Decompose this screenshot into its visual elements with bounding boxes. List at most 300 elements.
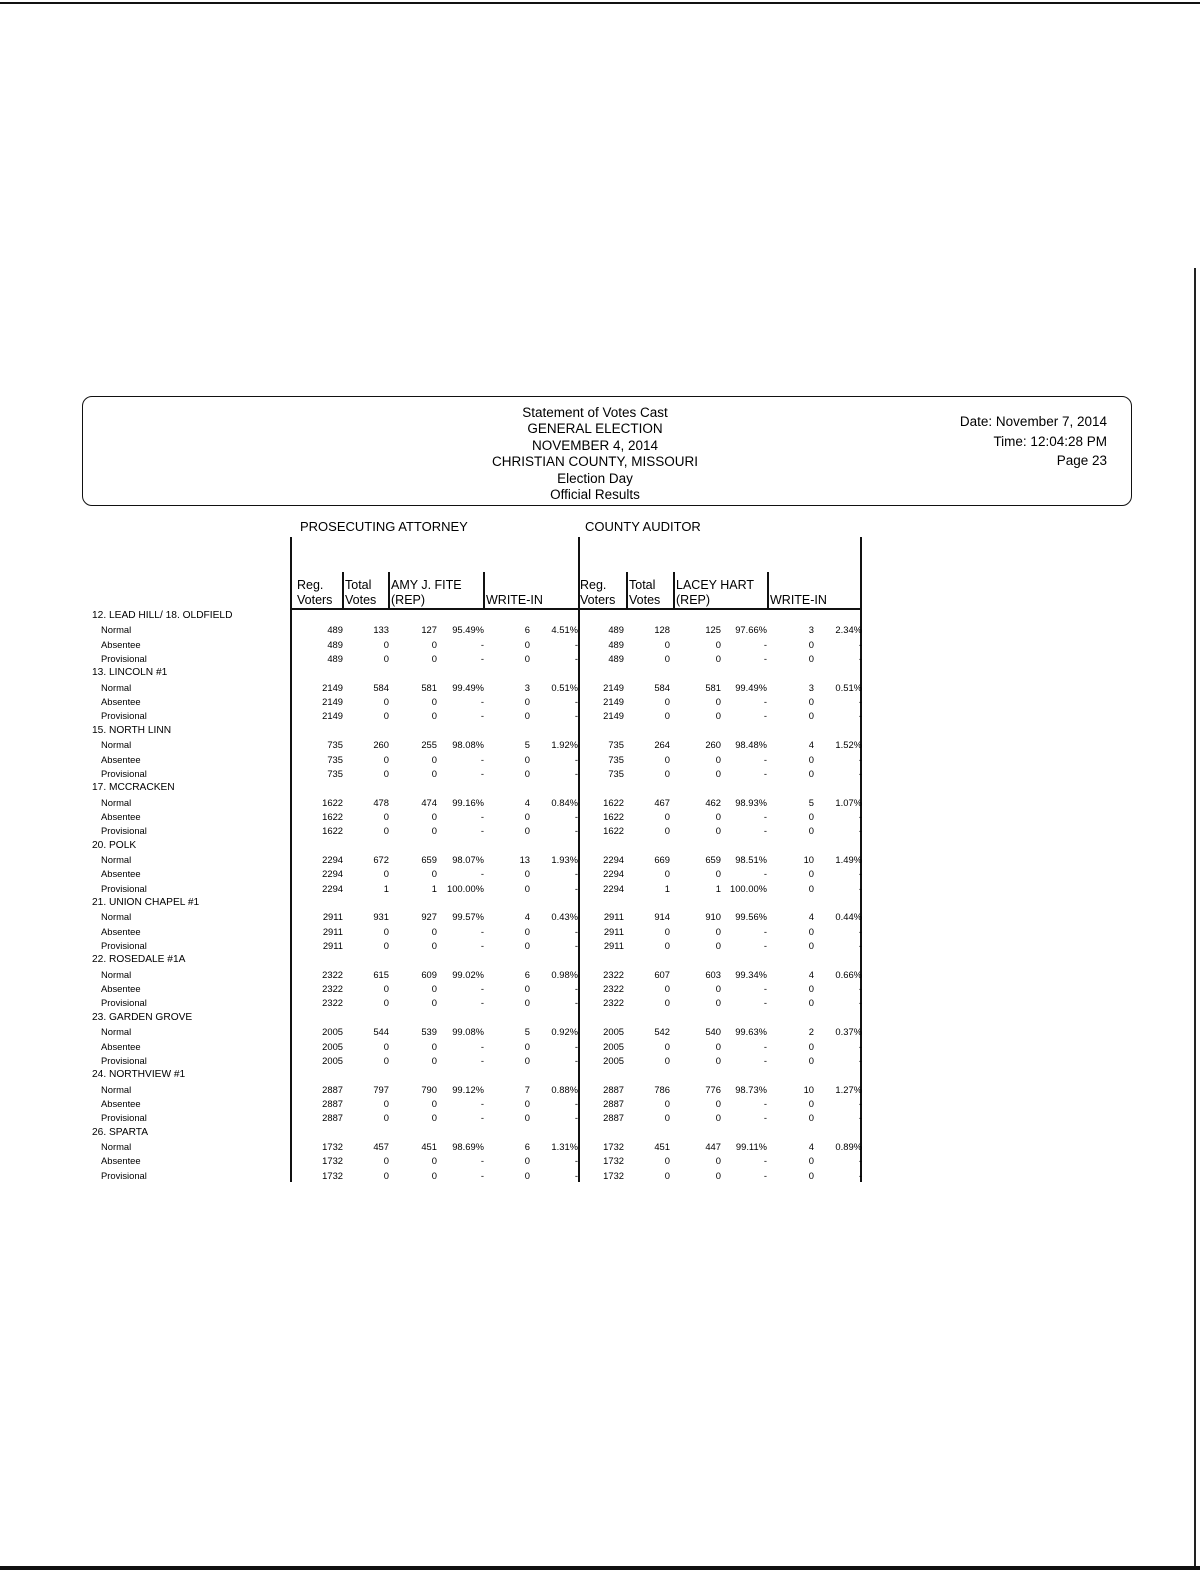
cell-write-in-pct: 1.52% bbox=[835, 739, 862, 751]
table-row bbox=[0, 996, 870, 1010]
precinct-name: 21. UNION CHAPEL #1 bbox=[92, 897, 200, 908]
cell-candidate-votes: 0 bbox=[431, 1054, 437, 1066]
column-separator bbox=[626, 572, 628, 608]
cell-total-votes: 0 bbox=[664, 1040, 670, 1052]
cell-write-in-pct: 0.51% bbox=[551, 681, 578, 693]
cell-write-in-votes: 0 bbox=[524, 1155, 530, 1167]
cell-candidate-votes: 581 bbox=[421, 681, 437, 693]
cell-candidate-pct: - bbox=[480, 825, 484, 837]
ballot-type: Normal bbox=[101, 1083, 132, 1095]
cell-write-in-pct: - bbox=[858, 1097, 862, 1109]
cell-total-votes: 467 bbox=[654, 796, 670, 808]
cell-candidate-votes: 0 bbox=[715, 1112, 721, 1124]
cell-write-in-votes: 0 bbox=[808, 940, 814, 952]
cell-write-in-pct: - bbox=[574, 1040, 578, 1052]
cell-candidate-pct: 99.34% bbox=[735, 968, 767, 980]
cell-candidate-pct: 100.00% bbox=[729, 882, 767, 894]
cell-candidate-votes: 1 bbox=[431, 882, 437, 894]
cell-candidate-votes: 0 bbox=[431, 1169, 437, 1181]
cell-total-votes: 1 bbox=[383, 882, 389, 894]
cell-total-votes: 0 bbox=[664, 810, 670, 822]
cell-reg-voters: 2887 bbox=[322, 1112, 343, 1124]
cell-reg-voters: 2887 bbox=[322, 1083, 343, 1095]
cell-reg-voters: 2149 bbox=[603, 696, 624, 708]
cell-candidate-votes: 0 bbox=[715, 810, 721, 822]
ballot-type: Absentee bbox=[101, 638, 141, 650]
table-row bbox=[0, 853, 870, 867]
column-header-total-votes: Total Votes bbox=[629, 578, 661, 607]
cell-reg-voters: 2149 bbox=[603, 710, 624, 722]
cell-write-in-pct: - bbox=[574, 925, 578, 937]
cell-reg-voters: 489 bbox=[327, 638, 343, 650]
cell-reg-voters: 2005 bbox=[322, 1026, 343, 1038]
ballot-type: Normal bbox=[101, 624, 132, 636]
cell-reg-voters: 1732 bbox=[603, 1169, 624, 1181]
cell-total-votes: 914 bbox=[654, 911, 670, 923]
cell-total-votes: 0 bbox=[664, 997, 670, 1009]
cell-reg-voters: 2322 bbox=[603, 983, 624, 995]
cell-write-in-pct: - bbox=[574, 868, 578, 880]
cell-reg-voters: 2149 bbox=[322, 710, 343, 722]
cell-candidate-votes: 0 bbox=[715, 1054, 721, 1066]
cell-reg-voters: 2294 bbox=[322, 853, 343, 865]
cell-reg-voters: 489 bbox=[327, 653, 343, 665]
cell-write-in-pct: 0.44% bbox=[835, 911, 862, 923]
cell-reg-voters: 2911 bbox=[322, 940, 343, 952]
cell-reg-voters: 1622 bbox=[322, 825, 343, 837]
cell-write-in-votes: 0 bbox=[524, 1169, 530, 1181]
cell-candidate-pct: 99.63% bbox=[735, 1026, 767, 1038]
table-row bbox=[0, 1097, 870, 1111]
cell-write-in-pct: - bbox=[574, 1169, 578, 1181]
cell-write-in-pct: 1.93% bbox=[551, 853, 578, 865]
cell-candidate-votes: 0 bbox=[431, 753, 437, 765]
cell-candidate-pct: - bbox=[763, 696, 767, 708]
cell-reg-voters: 2887 bbox=[603, 1097, 624, 1109]
table-row bbox=[0, 824, 870, 838]
cell-total-votes: 0 bbox=[664, 1112, 670, 1124]
cell-write-in-votes: 0 bbox=[524, 997, 530, 1009]
cell-reg-voters: 1622 bbox=[322, 796, 343, 808]
cell-candidate-pct: 98.48% bbox=[735, 739, 767, 751]
precinct-name: 17. MCCRACKEN bbox=[92, 782, 175, 794]
cell-write-in-votes: 0 bbox=[808, 825, 814, 837]
cell-reg-voters: 735 bbox=[327, 753, 343, 765]
cell-write-in-pct: - bbox=[574, 710, 578, 722]
cell-candidate-pct: - bbox=[480, 983, 484, 995]
ballot-type: Provisional bbox=[101, 940, 147, 952]
cell-write-in-pct: - bbox=[858, 1054, 862, 1066]
cell-write-in-votes: 0 bbox=[524, 1097, 530, 1109]
cell-total-votes: 0 bbox=[383, 710, 389, 722]
cell-total-votes: 0 bbox=[664, 940, 670, 952]
cell-write-in-pct: 0.92% bbox=[551, 1026, 578, 1038]
cell-total-votes: 457 bbox=[373, 1140, 389, 1152]
cell-write-in-votes: 0 bbox=[524, 940, 530, 952]
cell-write-in-votes: 0 bbox=[808, 1169, 814, 1181]
cell-candidate-votes: 0 bbox=[431, 767, 437, 779]
cell-reg-voters: 2322 bbox=[603, 968, 624, 980]
ballot-type: Absentee bbox=[101, 1155, 141, 1167]
cell-write-in-votes: 0 bbox=[524, 868, 530, 880]
cell-write-in-pct: 1.49% bbox=[835, 853, 862, 865]
cell-candidate-pct: - bbox=[763, 925, 767, 937]
cell-write-in-votes: 4 bbox=[524, 911, 530, 923]
cell-write-in-votes: 0 bbox=[808, 997, 814, 1009]
top-scan-border bbox=[0, 2, 1200, 4]
cell-candidate-votes: 0 bbox=[715, 940, 721, 952]
precinct-name: 26. SPARTA bbox=[92, 1126, 149, 1138]
precinct-header bbox=[0, 1126, 870, 1140]
ballot-type: Normal bbox=[101, 1026, 132, 1038]
cell-write-in-votes: 0 bbox=[524, 753, 530, 765]
cell-candidate-pct: - bbox=[480, 753, 484, 765]
cell-write-in-votes: 3 bbox=[808, 681, 814, 693]
ballot-type: Absentee bbox=[101, 983, 141, 995]
cell-candidate-pct: - bbox=[763, 653, 767, 665]
cell-write-in-pct: - bbox=[574, 940, 578, 952]
cell-write-in-pct: - bbox=[574, 882, 578, 894]
table-row bbox=[0, 1154, 870, 1168]
cell-total-votes: 584 bbox=[373, 681, 389, 693]
cell-total-votes: 669 bbox=[654, 853, 670, 865]
cell-candidate-pct: 98.07% bbox=[452, 853, 484, 865]
cell-candidate-votes: 0 bbox=[715, 653, 721, 665]
cell-write-in-votes: 10 bbox=[803, 1083, 814, 1095]
table-row bbox=[0, 738, 870, 752]
cell-candidate-votes: 0 bbox=[431, 1097, 437, 1109]
column-separator bbox=[342, 572, 344, 608]
cell-candidate-votes: 125 bbox=[705, 624, 721, 636]
cell-candidate-pct: - bbox=[480, 810, 484, 822]
cell-write-in-pct: - bbox=[574, 753, 578, 765]
cell-write-in-votes: 4 bbox=[808, 1140, 814, 1152]
cell-write-in-pct: - bbox=[858, 882, 862, 894]
cell-write-in-votes: 0 bbox=[808, 925, 814, 937]
precinct-name: 24. NORTHVIEW #1 bbox=[92, 1069, 186, 1081]
precinct-header bbox=[0, 1011, 870, 1025]
cell-reg-voters: 1732 bbox=[322, 1155, 343, 1167]
cell-write-in-pct: - bbox=[574, 767, 578, 779]
cell-write-in-votes: 13 bbox=[519, 853, 530, 865]
cell-write-in-pct: 1.31% bbox=[551, 1140, 578, 1152]
cell-reg-voters: 2322 bbox=[322, 997, 343, 1009]
table-row bbox=[0, 652, 870, 666]
table-row bbox=[0, 968, 870, 982]
cell-candidate-pct: - bbox=[480, 767, 484, 779]
cell-write-in-votes: 0 bbox=[808, 868, 814, 880]
cell-candidate-pct: - bbox=[480, 710, 484, 722]
cell-total-votes: 0 bbox=[664, 983, 670, 995]
cell-candidate-votes: 0 bbox=[431, 810, 437, 822]
cell-write-in-pct: - bbox=[858, 940, 862, 952]
report-title-line: GENERAL ELECTION bbox=[527, 421, 663, 437]
cell-write-in-votes: 3 bbox=[808, 624, 814, 636]
cell-candidate-votes: 540 bbox=[705, 1026, 721, 1038]
cell-reg-voters: 489 bbox=[608, 638, 624, 650]
cell-candidate-votes: 474 bbox=[421, 796, 437, 808]
cell-candidate-pct: 99.49% bbox=[452, 681, 484, 693]
cell-total-votes: 1 bbox=[664, 882, 670, 894]
cell-reg-voters: 2322 bbox=[322, 968, 343, 980]
cell-total-votes: 0 bbox=[664, 1155, 670, 1167]
cell-write-in-votes: 0 bbox=[808, 653, 814, 665]
precinct-header bbox=[0, 1068, 870, 1082]
cell-candidate-pct: 99.57% bbox=[452, 911, 484, 923]
cell-total-votes: 0 bbox=[664, 1097, 670, 1109]
cell-write-in-votes: 2 bbox=[808, 1026, 814, 1038]
cell-reg-voters: 2322 bbox=[603, 997, 624, 1009]
cell-candidate-pct: 99.02% bbox=[452, 968, 484, 980]
precinct-name: 22. ROSEDALE #1A bbox=[92, 954, 186, 966]
cell-total-votes: 931 bbox=[373, 911, 389, 923]
cell-candidate-pct: 98.73% bbox=[735, 1083, 767, 1095]
ballot-type: Absentee bbox=[101, 1040, 141, 1052]
cell-candidate-pct: - bbox=[480, 925, 484, 937]
cell-reg-voters: 2911 bbox=[603, 925, 624, 937]
cell-write-in-votes: 0 bbox=[524, 653, 530, 665]
cell-write-in-votes: 0 bbox=[808, 753, 814, 765]
cell-write-in-pct: - bbox=[574, 1112, 578, 1124]
cell-reg-voters: 735 bbox=[327, 767, 343, 779]
cell-reg-voters: 1732 bbox=[603, 1155, 624, 1167]
cell-reg-voters: 1622 bbox=[603, 810, 624, 822]
cell-reg-voters: 2294 bbox=[603, 882, 624, 894]
cell-write-in-votes: 0 bbox=[808, 882, 814, 894]
cell-write-in-votes: 0 bbox=[808, 1054, 814, 1066]
table-row bbox=[0, 753, 870, 767]
cell-candidate-pct: - bbox=[480, 696, 484, 708]
cell-total-votes: 0 bbox=[383, 1112, 389, 1124]
cell-candidate-votes: 0 bbox=[715, 1169, 721, 1181]
cell-total-votes: 0 bbox=[664, 1169, 670, 1181]
cell-candidate-pct: 99.49% bbox=[735, 681, 767, 693]
cell-total-votes: 0 bbox=[383, 925, 389, 937]
cell-write-in-votes: 4 bbox=[808, 739, 814, 751]
cell-candidate-votes: 0 bbox=[715, 997, 721, 1009]
precinct-header bbox=[0, 609, 870, 623]
cell-reg-voters: 2294 bbox=[322, 882, 343, 894]
cell-write-in-votes: 0 bbox=[524, 810, 530, 822]
cell-total-votes: 0 bbox=[383, 1040, 389, 1052]
cell-write-in-votes: 10 bbox=[803, 853, 814, 865]
cell-candidate-votes: 1 bbox=[715, 882, 721, 894]
cell-candidate-pct: 95.49% bbox=[452, 624, 484, 636]
ballot-type: Absentee bbox=[101, 925, 141, 937]
column-separator bbox=[673, 572, 675, 608]
cell-total-votes: 478 bbox=[373, 796, 389, 808]
cell-write-in-pct: 0.89% bbox=[835, 1140, 862, 1152]
cell-write-in-pct: - bbox=[858, 1155, 862, 1167]
cell-write-in-pct: - bbox=[574, 825, 578, 837]
cell-candidate-votes: 0 bbox=[715, 925, 721, 937]
cell-candidate-pct: - bbox=[480, 653, 484, 665]
cell-write-in-pct: - bbox=[858, 997, 862, 1009]
cell-candidate-votes: 0 bbox=[431, 1155, 437, 1167]
cell-write-in-pct: 0.98% bbox=[551, 968, 578, 980]
cell-candidate-votes: 0 bbox=[431, 710, 437, 722]
cell-total-votes: 0 bbox=[383, 1097, 389, 1109]
cell-total-votes: 0 bbox=[383, 1155, 389, 1167]
cell-total-votes: 0 bbox=[664, 753, 670, 765]
ballot-type: Normal bbox=[101, 911, 132, 923]
ballot-type: Provisional bbox=[101, 825, 147, 837]
precinct-header bbox=[0, 896, 870, 910]
cell-reg-voters: 735 bbox=[608, 767, 624, 779]
cell-reg-voters: 2149 bbox=[322, 696, 343, 708]
table-row bbox=[0, 1083, 870, 1097]
cell-total-votes: 0 bbox=[383, 825, 389, 837]
cell-candidate-votes: 581 bbox=[705, 681, 721, 693]
cell-candidate-pct: - bbox=[480, 638, 484, 650]
cell-reg-voters: 2887 bbox=[603, 1083, 624, 1095]
precinct-name: 23. GARDEN GROVE bbox=[92, 1011, 193, 1023]
table-row bbox=[0, 796, 870, 810]
cell-write-in-pct: 0.84% bbox=[551, 796, 578, 808]
cell-candidate-pct: - bbox=[480, 1097, 484, 1109]
cell-candidate-votes: 0 bbox=[715, 710, 721, 722]
cell-candidate-votes: 0 bbox=[715, 868, 721, 880]
ballot-type: Absentee bbox=[101, 1097, 141, 1109]
cell-total-votes: 0 bbox=[664, 710, 670, 722]
ballot-type: Absentee bbox=[101, 810, 141, 822]
precinct-name: 20. POLK bbox=[92, 839, 137, 851]
table-row bbox=[0, 925, 870, 939]
cell-candidate-votes: 0 bbox=[715, 753, 721, 765]
cell-candidate-votes: 539 bbox=[421, 1026, 437, 1038]
cell-candidate-pct: 97.66% bbox=[735, 624, 767, 636]
table-row bbox=[0, 1025, 870, 1039]
table-row bbox=[0, 882, 870, 896]
report-title-line: NOVEMBER 4, 2014 bbox=[531, 437, 659, 453]
table-row bbox=[0, 1111, 870, 1125]
table-row bbox=[0, 939, 870, 953]
cell-candidate-votes: 0 bbox=[431, 925, 437, 937]
cell-write-in-pct: - bbox=[858, 638, 862, 650]
cell-write-in-votes: 0 bbox=[524, 696, 530, 708]
cell-candidate-votes: 451 bbox=[421, 1140, 437, 1152]
cell-write-in-votes: 5 bbox=[524, 739, 530, 751]
cell-reg-voters: 2149 bbox=[322, 681, 343, 693]
cell-reg-voters: 1732 bbox=[322, 1169, 343, 1181]
cell-candidate-votes: 659 bbox=[421, 853, 437, 865]
cell-total-votes: 0 bbox=[664, 925, 670, 937]
cell-write-in-votes: 0 bbox=[524, 1112, 530, 1124]
cell-write-in-votes: 0 bbox=[808, 1040, 814, 1052]
cell-candidate-votes: 0 bbox=[431, 940, 437, 952]
ballot-type: Normal bbox=[101, 681, 132, 693]
cell-write-in-pct: - bbox=[574, 653, 578, 665]
cell-reg-voters: 735 bbox=[608, 753, 624, 765]
cell-candidate-pct: - bbox=[480, 940, 484, 952]
cell-write-in-votes: 0 bbox=[808, 767, 814, 779]
cell-reg-voters: 2887 bbox=[603, 1112, 624, 1124]
cell-total-votes: 0 bbox=[664, 696, 670, 708]
cell-candidate-votes: 0 bbox=[715, 983, 721, 995]
report-page-number: Page 23 bbox=[1056, 453, 1107, 468]
cell-write-in-votes: 0 bbox=[808, 1112, 814, 1124]
bottom-scan-border bbox=[0, 1566, 1200, 1570]
cell-write-in-votes: 0 bbox=[808, 983, 814, 995]
cell-reg-voters: 1622 bbox=[322, 810, 343, 822]
cell-write-in-votes: 4 bbox=[808, 911, 814, 923]
cell-write-in-pct: 1.27% bbox=[835, 1083, 862, 1095]
cell-candidate-votes: 447 bbox=[705, 1140, 721, 1152]
column-header-total-votes: Total Votes bbox=[345, 578, 377, 607]
cell-write-in-pct: - bbox=[858, 1040, 862, 1052]
cell-total-votes: 0 bbox=[664, 825, 670, 837]
cell-write-in-pct: - bbox=[858, 1169, 862, 1181]
cell-write-in-votes: 0 bbox=[808, 1155, 814, 1167]
cell-write-in-pct: - bbox=[858, 925, 862, 937]
cell-candidate-votes: 0 bbox=[715, 696, 721, 708]
cell-total-votes: 0 bbox=[383, 753, 389, 765]
cell-write-in-votes: 4 bbox=[524, 796, 530, 808]
cell-reg-voters: 2887 bbox=[322, 1097, 343, 1109]
cell-total-votes: 260 bbox=[373, 739, 389, 751]
ballot-type: Provisional bbox=[101, 1054, 147, 1066]
cell-reg-voters: 1732 bbox=[603, 1140, 624, 1152]
cell-reg-voters: 735 bbox=[608, 739, 624, 751]
cell-reg-voters: 1732 bbox=[322, 1140, 343, 1152]
precinct-name: 15. NORTH LINN bbox=[92, 724, 172, 736]
cell-write-in-pct: - bbox=[858, 696, 862, 708]
cell-reg-voters: 2294 bbox=[603, 853, 624, 865]
cell-candidate-pct: - bbox=[763, 1054, 767, 1066]
cell-write-in-votes: 0 bbox=[808, 696, 814, 708]
ballot-type: Provisional bbox=[101, 767, 147, 779]
cell-candidate-pct: - bbox=[480, 1040, 484, 1052]
column-separator bbox=[483, 572, 485, 608]
cell-total-votes: 797 bbox=[373, 1083, 389, 1095]
cell-total-votes: 0 bbox=[383, 983, 389, 995]
column-header-write-in: WRITE-IN bbox=[770, 592, 827, 607]
cell-write-in-votes: 0 bbox=[524, 1054, 530, 1066]
cell-reg-voters: 2911 bbox=[322, 925, 343, 937]
cell-candidate-votes: 0 bbox=[715, 1097, 721, 1109]
precinct-name: 12. LEAD HILL/ 18. OLDFIELD bbox=[92, 610, 233, 621]
ballot-type: Normal bbox=[101, 1140, 132, 1152]
cell-candidate-votes: 127 bbox=[421, 624, 437, 636]
cell-candidate-pct: - bbox=[763, 983, 767, 995]
contest-title-prosecuting-attorney: PROSECUTING ATTORNEY bbox=[300, 519, 468, 534]
cell-write-in-pct: 0.51% bbox=[835, 681, 862, 693]
cell-write-in-votes: 0 bbox=[808, 1097, 814, 1109]
cell-write-in-pct: - bbox=[858, 825, 862, 837]
contest-title-county-auditor: COUNTY AUDITOR bbox=[585, 519, 701, 534]
cell-write-in-pct: - bbox=[858, 1112, 862, 1124]
cell-total-votes: 0 bbox=[664, 767, 670, 779]
report-date: Date: November 7, 2014 bbox=[959, 414, 1107, 429]
cell-total-votes: 0 bbox=[383, 653, 389, 665]
column-header-candidate-hart: LACEY HART (REP) bbox=[676, 578, 755, 607]
table-row bbox=[0, 709, 870, 723]
cell-reg-voters: 489 bbox=[327, 624, 343, 636]
cell-write-in-pct: 0.88% bbox=[551, 1083, 578, 1095]
cell-write-in-pct: - bbox=[858, 653, 862, 665]
cell-candidate-pct: - bbox=[763, 825, 767, 837]
report-title-line: Official Results bbox=[550, 487, 640, 503]
cell-total-votes: 0 bbox=[664, 653, 670, 665]
cell-write-in-pct: - bbox=[574, 983, 578, 995]
cell-candidate-pct: 98.51% bbox=[735, 853, 767, 865]
cell-candidate-pct: 99.56% bbox=[735, 911, 767, 923]
column-separator bbox=[767, 572, 769, 608]
precinct-header bbox=[0, 781, 870, 795]
table-row bbox=[0, 982, 870, 996]
table-row bbox=[0, 810, 870, 824]
cell-reg-voters: 1622 bbox=[603, 825, 624, 837]
